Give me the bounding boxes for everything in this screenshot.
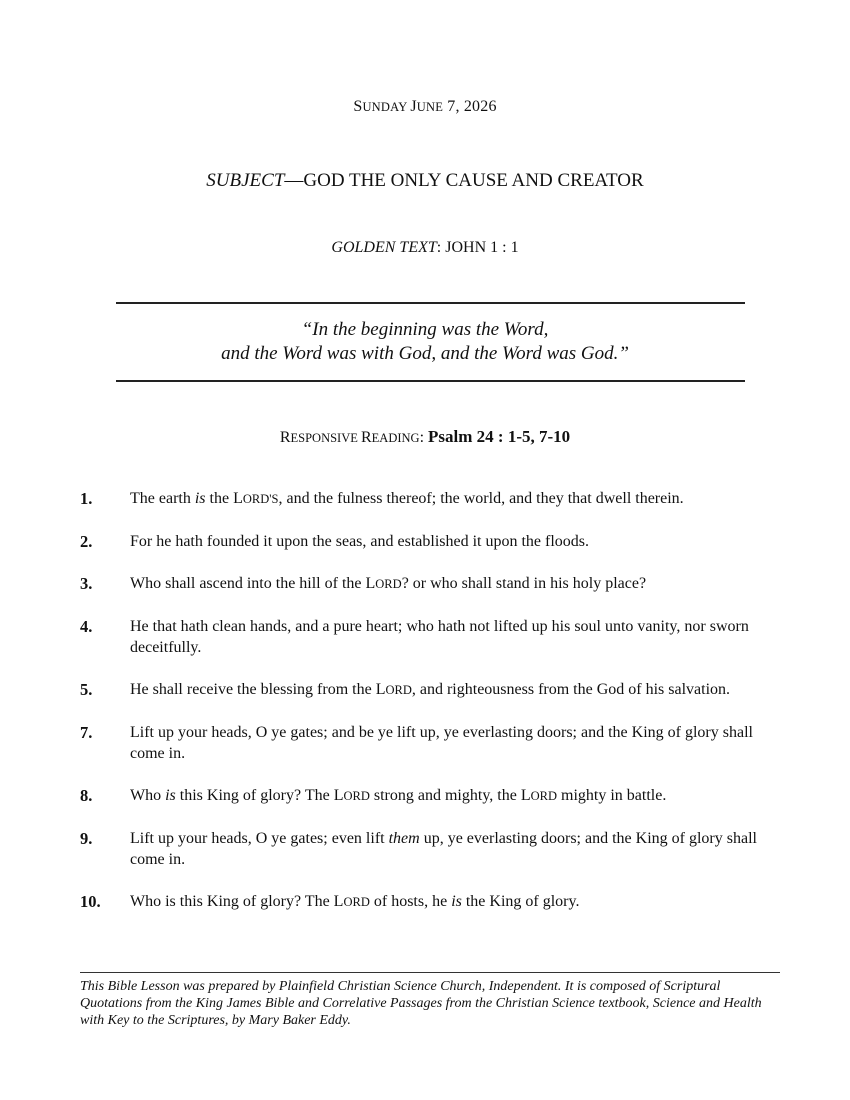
verse-number: 3. bbox=[80, 574, 93, 593]
verse-item bbox=[80, 828, 770, 870]
verse-text: He shall receive the blessing from the LORD, and righteousness from the God of his salvation. bbox=[130, 681, 731, 698]
resp-initial: R bbox=[279, 429, 291, 446]
responsive-reading-reference: Psalm 24 : 1-5, 7-10 bbox=[428, 427, 571, 446]
quote-line-2: and the Word was with God, and the Word was God.” bbox=[221, 343, 629, 364]
lesson-date bbox=[0, 98, 850, 116]
verse-number: 2. bbox=[80, 532, 93, 551]
date-rest: 7, 2026 bbox=[443, 98, 497, 115]
verse-number: 5. bbox=[80, 680, 93, 699]
verse-item bbox=[80, 785, 770, 807]
verse-number: 4. bbox=[80, 617, 93, 636]
verse-item bbox=[80, 616, 770, 658]
resp-colon: : bbox=[419, 429, 429, 446]
verse-text: He that hath clean hands, and a pure heart; who hath not lifted up his soul unto vanity, nor sworn deceitfully. bbox=[130, 618, 749, 656]
date-smallcaps-2: UNE bbox=[416, 100, 444, 114]
verse-text: Lift up your heads, O ye gates; even lift them up, ye everlasting doors; and the King of glory shall come in. bbox=[130, 830, 757, 868]
verse-number: 8. bbox=[80, 786, 93, 805]
date-initial-2: J bbox=[410, 98, 417, 115]
resp-smallcaps-2: EADING bbox=[371, 431, 420, 445]
verse-number: 10. bbox=[80, 892, 101, 911]
golden-text-reference: : JOHN 1 : 1 bbox=[436, 239, 519, 256]
date-smallcaps: UNDAY bbox=[362, 100, 411, 114]
verse-item bbox=[80, 679, 770, 701]
lesson-subject bbox=[0, 170, 850, 192]
verse-number: 7. bbox=[80, 723, 93, 742]
subject-label: SUBJECT bbox=[206, 170, 285, 191]
verse-item bbox=[80, 531, 770, 552]
verse-item bbox=[80, 722, 770, 764]
golden-text-quote bbox=[0, 318, 850, 366]
quote-line-1: “In the beginning was the Word, bbox=[301, 319, 549, 340]
date-initial: S bbox=[353, 98, 363, 115]
verse-text: Who shall ascend into the hill of the LORD? or who shall stand in his holy place? bbox=[130, 575, 647, 592]
verse-number: 9. bbox=[80, 829, 93, 848]
verse-item bbox=[80, 891, 770, 913]
verse-text: Who is this King of glory? The LORD strong and mighty, the LORD mighty in battle. bbox=[130, 787, 667, 804]
verse-text: For he hath founded it upon the seas, and established it upon the floods. bbox=[130, 533, 590, 550]
bottom-divider bbox=[116, 380, 745, 382]
top-divider bbox=[116, 302, 745, 304]
subject-title: —GOD THE ONLY CAUSE AND CREATOR bbox=[284, 170, 644, 191]
verse-item bbox=[80, 488, 770, 510]
verse-item bbox=[80, 573, 770, 595]
responsive-reading-heading bbox=[0, 427, 850, 447]
verse-list bbox=[80, 488, 770, 934]
resp-initial-2: R bbox=[361, 429, 372, 446]
footer-divider bbox=[80, 972, 780, 973]
verse-number: 1. bbox=[80, 489, 93, 508]
verse-text: Lift up your heads, O ye gates; and be ye lift up, ye everlasting doors; and the King of glory shall come in. bbox=[130, 724, 753, 762]
footer-note: This Bible Lesson was prepared by Plainfield Christian Science Church, Independent. It is composed of Scriptural Quotations from the King James Bible and Correlative Passages from the Christian Science textbook, Science and Health with Key to the Scriptures, by Mary Baker Eddy. bbox=[80, 979, 762, 1028]
golden-text-label: GOLDEN TEXT bbox=[331, 239, 437, 256]
verse-text: Who is this King of glory? The LORD of hosts, he is the King of glory. bbox=[130, 893, 580, 910]
resp-smallcaps: ESPONSIVE bbox=[290, 431, 361, 445]
golden-text-heading bbox=[0, 239, 850, 257]
verse-text: The earth is the LORD'S, and the fulness thereof; the world, and they that dwell therein. bbox=[130, 490, 684, 507]
